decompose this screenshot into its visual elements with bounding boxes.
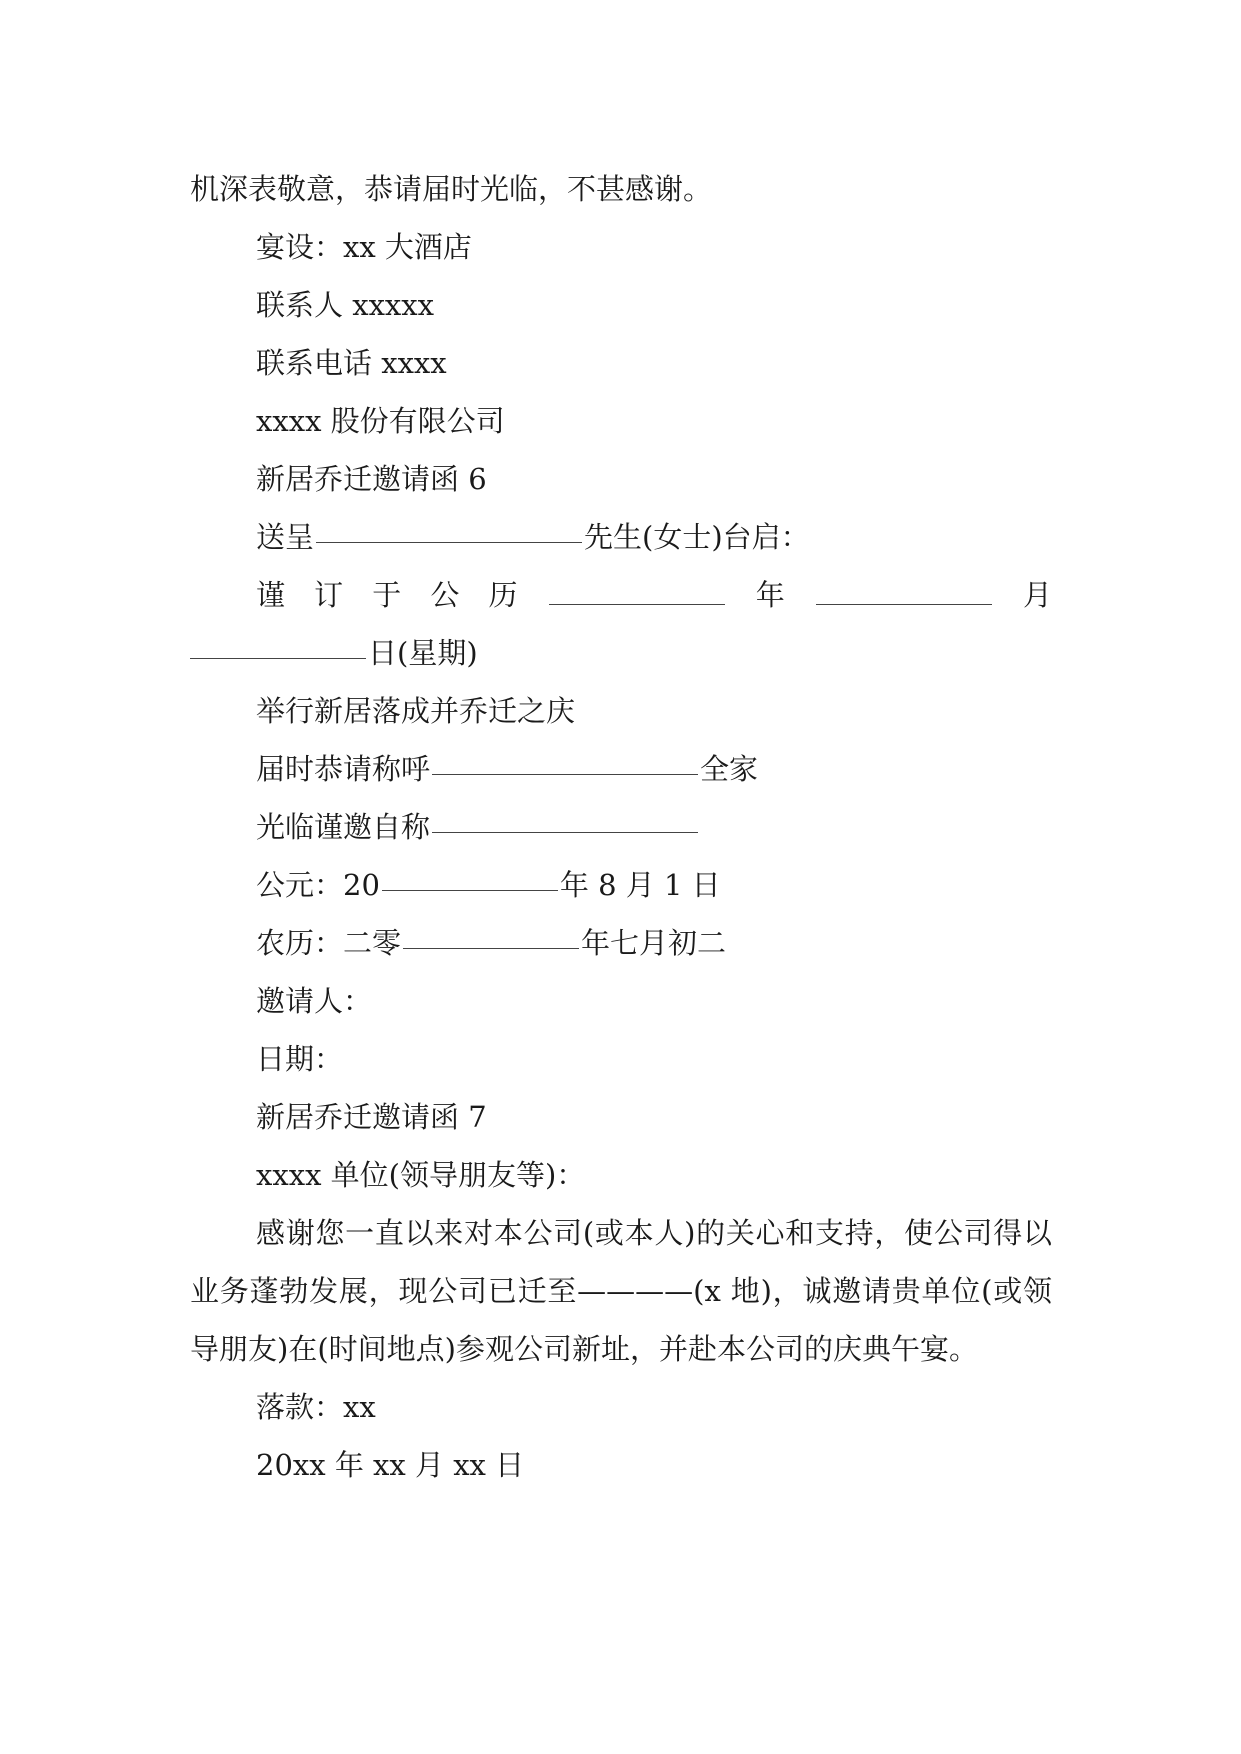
lunar-year-blank — [403, 947, 579, 949]
gregorian-prefix: 公元：20 — [256, 868, 380, 902]
company-name-line: xxxx 股份有限公司 — [256, 404, 505, 438]
gregorian-year-blank — [382, 889, 558, 891]
schedule-char-4: 公 — [430, 578, 460, 612]
sign-line — [190, 798, 1052, 856]
lunar-prefix: 农历：二零 — [256, 926, 402, 960]
lunar-suffix: 年七月初二 — [581, 926, 727, 960]
day-weekday: 日(星期) — [368, 636, 478, 670]
contact-person-line: 联系人 xxxxx — [256, 288, 434, 322]
section-title-6: 新居乔迁邀请函 6 — [256, 462, 487, 496]
year-blank — [549, 603, 725, 605]
invite-prefix: 届时恭请称呼 — [256, 752, 431, 786]
year-char: 年 — [755, 578, 785, 612]
schedule-char-2: 订 — [314, 578, 344, 612]
invite-line — [190, 740, 1052, 798]
recipient-name-blank — [316, 541, 582, 543]
schedule-char-1: 谨 — [256, 578, 286, 612]
addressee-line: xxxx 单位(领导朋友等)： — [256, 1158, 586, 1192]
signature-line: 落款：xx — [256, 1390, 376, 1424]
sign-prefix: 光临谨邀自称 — [256, 810, 431, 844]
invitee-blank — [432, 773, 698, 775]
closing-line: 机深表敬意，恭请届时光临，不甚感谢。 — [190, 172, 713, 206]
day-blank — [190, 657, 366, 659]
sign-date-line: 20xx 年 xx 月 xx 日 — [256, 1448, 525, 1482]
month-char: 月 — [1022, 578, 1052, 612]
deliver-suffix: 先生(女士)台启： — [584, 520, 810, 554]
body-paragraph: 感谢您一直以来对本公司(或本人)的关心和支持，使公司得以业务蓬勃发展，现公司已迁至————(x 地)，诚邀请贵单位(或领导朋友)在(时间地点)参观公司新址，并赴本公司的庆典午宴。 — [190, 1216, 1052, 1366]
self-name-blank — [432, 831, 698, 833]
invite-suffix: 全家 — [700, 752, 759, 786]
ceremony-line: 举行新居落成并乔迁之庆 — [256, 694, 576, 728]
lunar-date-line — [190, 914, 1052, 972]
section-title-7: 新居乔迁邀请函 7 — [256, 1100, 487, 1134]
schedule-char-3: 于 — [372, 578, 402, 612]
venue-line: 宴设：xx 大酒店 — [256, 230, 472, 264]
gregorian-date-line — [190, 856, 1052, 914]
document-page — [190, 160, 1052, 1494]
gregorian-suffix: 年 8 月 1 日 — [559, 868, 721, 902]
contact-phone-line: 联系电话 xxxx — [256, 346, 447, 380]
deliver-line — [190, 508, 1052, 566]
day-line — [190, 624, 1052, 682]
inviter-label: 邀请人： — [256, 984, 373, 1018]
month-blank — [816, 603, 992, 605]
deliver-prefix: 送呈 — [256, 520, 315, 554]
date-label: 日期： — [256, 1042, 344, 1076]
schedule-line — [190, 566, 1052, 624]
schedule-char-5: 历 — [488, 578, 518, 612]
